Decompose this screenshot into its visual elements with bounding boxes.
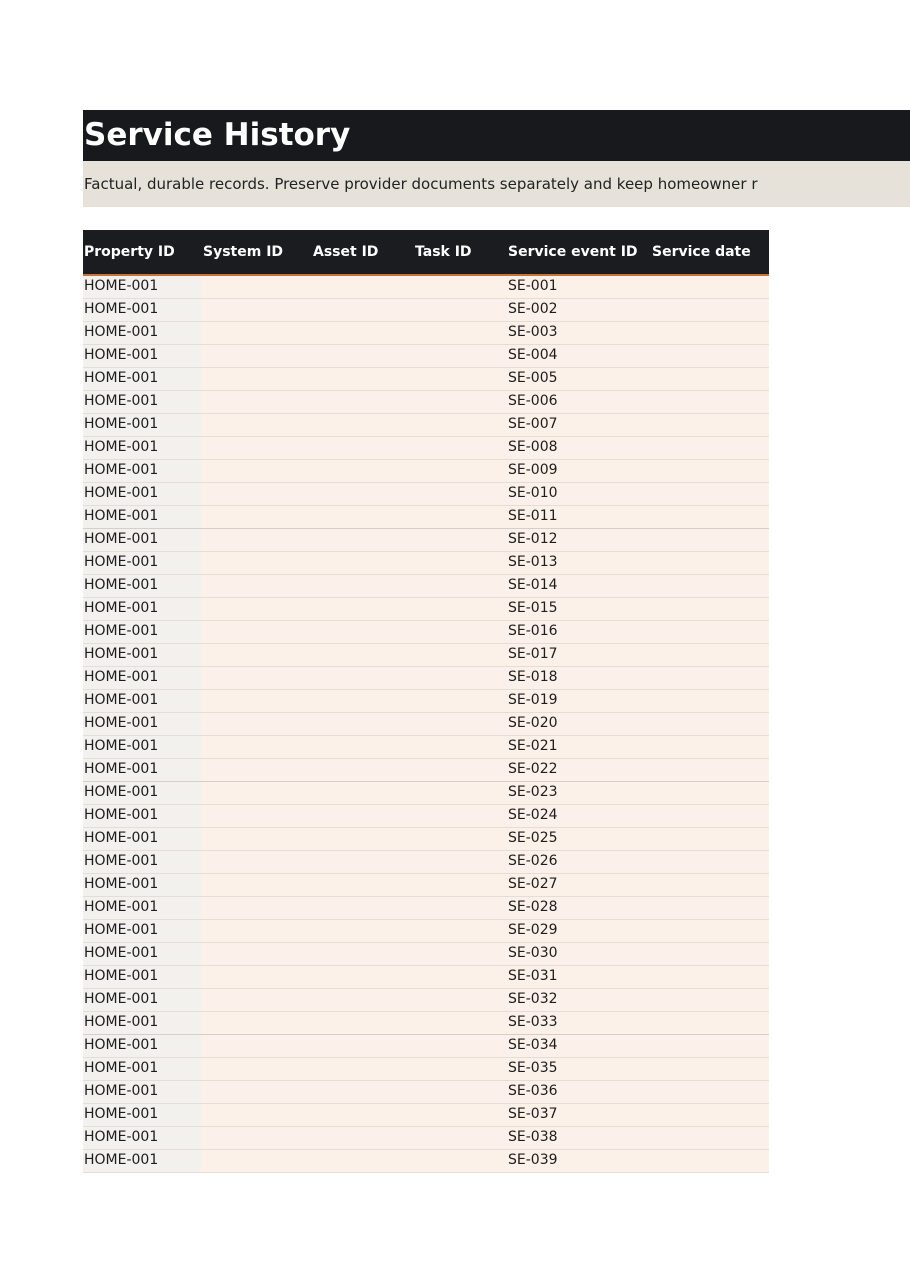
cell-property-id[interactable]: HOME-001 [84, 876, 159, 892]
table-row [83, 897, 769, 920]
table-row [83, 460, 769, 483]
cell-property-id[interactable]: HOME-001 [84, 485, 159, 501]
table-row [83, 368, 769, 391]
column-header-service-date[interactable]: Service date [652, 244, 751, 260]
column-header-task-id[interactable]: Task ID [415, 244, 472, 260]
cell-service-event-id[interactable]: SE-001 [508, 278, 558, 294]
column-header-service-event-id[interactable]: Service event ID [508, 244, 638, 260]
cell-service-event-id[interactable]: SE-012 [508, 531, 558, 547]
table-row [83, 529, 769, 552]
cell-property-id[interactable]: HOME-001 [84, 830, 159, 846]
cell-service-event-id[interactable]: SE-027 [508, 876, 558, 892]
table-row [83, 1127, 769, 1150]
cell-property-id[interactable]: HOME-001 [84, 370, 159, 386]
subtitle-clip [84, 161, 769, 207]
cell-property-id[interactable]: HOME-001 [84, 1152, 159, 1168]
table-row [83, 667, 769, 690]
cell-property-id[interactable]: HOME-001 [84, 1037, 159, 1053]
cell-property-id[interactable]: HOME-001 [84, 393, 159, 409]
table-row [83, 713, 769, 736]
table-row [83, 621, 769, 644]
cell-service-event-id[interactable]: SE-029 [508, 922, 558, 938]
cell-service-event-id[interactable]: SE-030 [508, 945, 558, 961]
table-row [83, 1104, 769, 1127]
cell-service-event-id[interactable]: SE-002 [508, 301, 558, 317]
table-row [83, 575, 769, 598]
page-subtitle: Factual, durable records. Preserve provider documents separately and keep homeowner r [84, 175, 758, 193]
cell-service-event-id[interactable]: SE-017 [508, 646, 558, 662]
table-row [83, 391, 769, 414]
table-body [83, 276, 769, 1173]
cell-service-event-id[interactable]: SE-035 [508, 1060, 558, 1076]
cell-property-id[interactable]: HOME-001 [84, 692, 159, 708]
cell-service-event-id[interactable]: SE-018 [508, 669, 558, 685]
table-row [83, 506, 769, 529]
table-row [83, 1081, 769, 1104]
cell-property-id[interactable]: HOME-001 [84, 1014, 159, 1030]
title-bar [83, 110, 910, 161]
column-header-property-id[interactable]: Property ID [84, 244, 175, 260]
cell-service-event-id[interactable]: SE-020 [508, 715, 558, 731]
cell-service-event-id[interactable]: SE-011 [508, 508, 558, 524]
cell-service-event-id[interactable]: SE-013 [508, 554, 558, 570]
cell-property-id[interactable]: HOME-001 [84, 738, 159, 754]
cell-service-event-id[interactable]: SE-016 [508, 623, 558, 639]
cell-service-event-id[interactable]: SE-003 [508, 324, 558, 340]
table-row [83, 345, 769, 368]
table-row [83, 299, 769, 322]
table-row [83, 874, 769, 897]
cell-service-event-id[interactable]: SE-024 [508, 807, 558, 823]
cell-property-id[interactable]: HOME-001 [84, 991, 159, 1007]
cell-service-event-id[interactable]: SE-008 [508, 439, 558, 455]
table-row [83, 782, 769, 805]
table-row [83, 276, 769, 299]
table-row [83, 644, 769, 667]
table-row [83, 828, 769, 851]
table-row [83, 1035, 769, 1058]
cell-service-event-id[interactable]: SE-009 [508, 462, 558, 478]
cell-property-id[interactable]: HOME-001 [84, 1083, 159, 1099]
table-row [83, 851, 769, 874]
table-row [83, 322, 769, 345]
cell-property-id[interactable]: HOME-001 [84, 853, 159, 869]
column-header-system-id[interactable]: System ID [203, 244, 284, 260]
cell-property-id[interactable]: HOME-001 [84, 577, 159, 593]
table-row [83, 759, 769, 782]
cell-property-id[interactable]: HOME-001 [84, 554, 159, 570]
column-header-asset-id[interactable]: Asset ID [313, 244, 379, 260]
cell-service-event-id[interactable]: SE-014 [508, 577, 558, 593]
cell-service-event-id[interactable]: SE-036 [508, 1083, 558, 1099]
cell-service-event-id[interactable]: SE-006 [508, 393, 558, 409]
cell-property-id[interactable]: HOME-001 [84, 1060, 159, 1076]
table-row [83, 483, 769, 506]
cell-service-event-id[interactable]: SE-021 [508, 738, 558, 754]
cell-service-event-id[interactable]: SE-028 [508, 899, 558, 915]
cell-service-event-id[interactable]: SE-026 [508, 853, 558, 869]
cell-service-event-id[interactable]: SE-033 [508, 1014, 558, 1030]
cell-service-event-id[interactable]: SE-019 [508, 692, 558, 708]
subtitle-bar [83, 161, 910, 207]
cell-property-id[interactable]: HOME-001 [84, 623, 159, 639]
cell-property-id[interactable]: HOME-001 [84, 301, 159, 317]
cell-service-event-id[interactable]: SE-037 [508, 1106, 558, 1122]
table-row [83, 736, 769, 759]
cell-service-event-id[interactable]: SE-025 [508, 830, 558, 846]
table-row [83, 920, 769, 943]
table-row [83, 966, 769, 989]
cell-property-id[interactable]: HOME-001 [84, 807, 159, 823]
cell-property-id[interactable]: HOME-001 [84, 761, 159, 777]
cell-property-id[interactable]: HOME-001 [84, 278, 159, 294]
table-row [83, 1058, 769, 1081]
table-row [83, 943, 769, 966]
cell-service-event-id[interactable]: SE-015 [508, 600, 558, 616]
cell-property-id[interactable]: HOME-001 [84, 945, 159, 961]
cell-property-id[interactable]: HOME-001 [84, 968, 159, 984]
cell-property-id[interactable]: HOME-001 [84, 508, 159, 524]
cell-service-event-id[interactable]: SE-034 [508, 1037, 558, 1053]
cell-property-id[interactable]: HOME-001 [84, 416, 159, 432]
table-row [83, 1150, 769, 1173]
cell-property-id[interactable]: HOME-001 [84, 784, 159, 800]
cell-property-id[interactable]: HOME-001 [84, 600, 159, 616]
table-row [83, 414, 769, 437]
cell-property-id[interactable]: HOME-001 [84, 646, 159, 662]
cell-property-id[interactable]: HOME-001 [84, 1129, 159, 1145]
cell-service-event-id[interactable]: SE-022 [508, 761, 558, 777]
cell-property-id[interactable]: HOME-001 [84, 347, 159, 363]
cell-property-id[interactable]: HOME-001 [84, 439, 159, 455]
cell-property-id[interactable]: HOME-001 [84, 462, 159, 478]
cell-service-event-id[interactable]: SE-031 [508, 968, 558, 984]
table-row [83, 552, 769, 575]
page-title: Service History [84, 117, 351, 153]
table-row [83, 598, 769, 621]
cell-service-event-id[interactable]: SE-023 [508, 784, 558, 800]
cell-service-event-id[interactable]: SE-007 [508, 416, 558, 432]
cell-service-event-id[interactable]: SE-039 [508, 1152, 558, 1168]
cell-property-id[interactable]: HOME-001 [84, 324, 159, 340]
cell-service-event-id[interactable]: SE-005 [508, 370, 558, 386]
table-row [83, 989, 769, 1012]
cell-property-id[interactable]: HOME-001 [84, 669, 159, 685]
cell-service-event-id[interactable]: SE-010 [508, 485, 558, 501]
cell-service-event-id[interactable]: SE-032 [508, 991, 558, 1007]
cell-property-id[interactable]: HOME-001 [84, 922, 159, 938]
table-row [83, 437, 769, 460]
table-row [83, 1012, 769, 1035]
cell-property-id[interactable]: HOME-001 [84, 1106, 159, 1122]
cell-service-event-id[interactable]: SE-038 [508, 1129, 558, 1145]
cell-property-id[interactable]: HOME-001 [84, 531, 159, 547]
service-history-table [83, 230, 769, 1173]
table-row [83, 690, 769, 713]
table-header-row [83, 230, 769, 276]
cell-property-id[interactable]: HOME-001 [84, 715, 159, 731]
cell-property-id[interactable]: HOME-001 [84, 899, 159, 915]
cell-service-event-id[interactable]: SE-004 [508, 347, 558, 363]
table-row [83, 805, 769, 828]
